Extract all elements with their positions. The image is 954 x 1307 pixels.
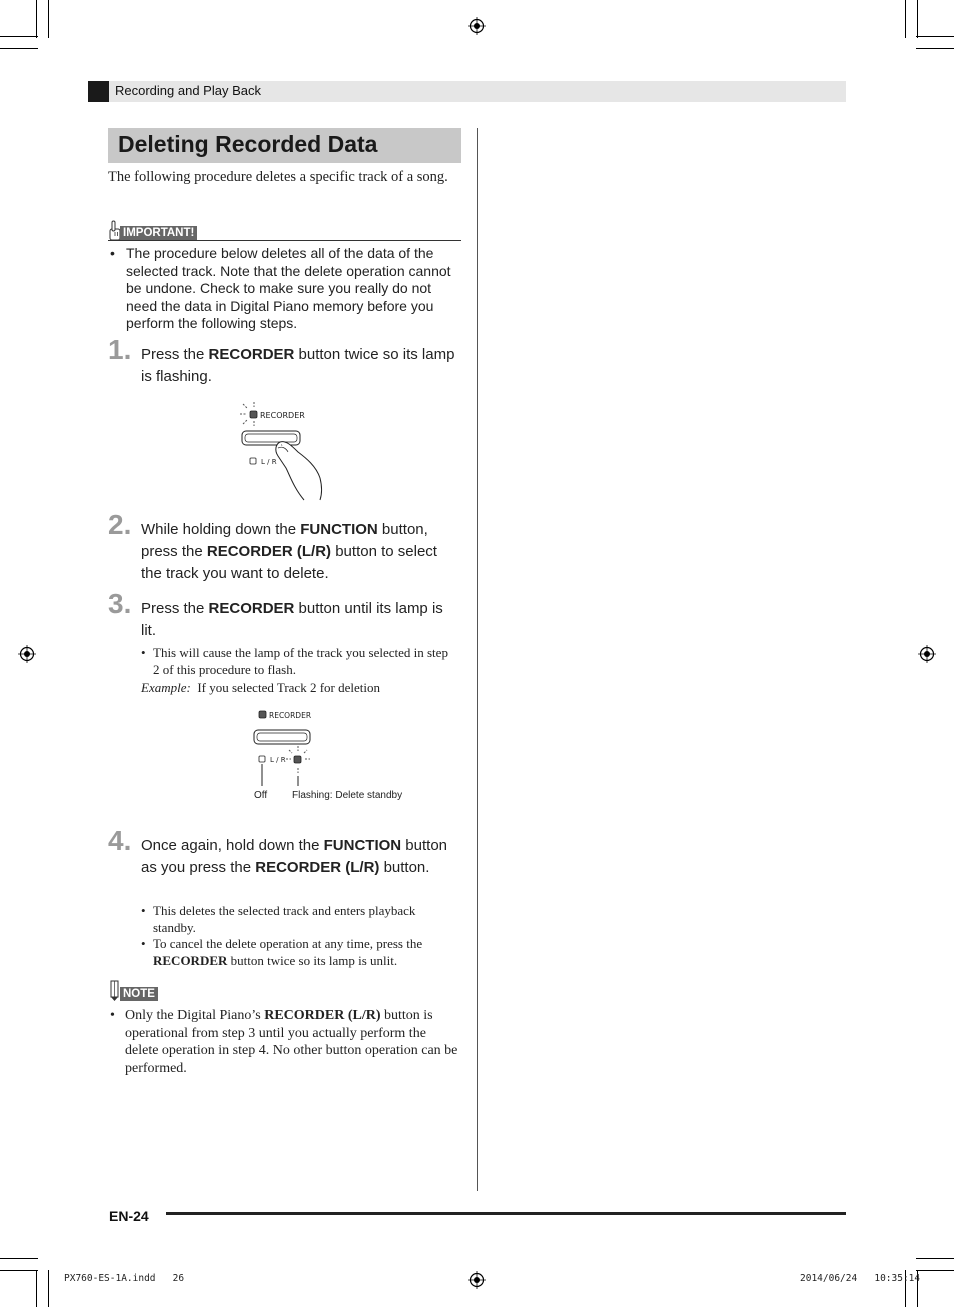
- bullet-dot: •: [141, 903, 146, 918]
- step-1-text-bold: RECORDER: [208, 346, 295, 363]
- bullet-dot: •: [141, 936, 146, 951]
- step-4-text-b2: RECORDER (L/R): [255, 859, 380, 876]
- finger-icon: [276, 442, 322, 500]
- step-3-bullet-text: This will cause the lamp of the track you selected in step 2 of this procedure to flash.: [153, 645, 448, 677]
- recorder-button-icon: [242, 431, 300, 445]
- note-text: [125, 1007, 462, 1077]
- slug-date-info: 2014/06/24 10:35:14: [800, 1273, 921, 1284]
- off-label: Off: [254, 790, 268, 801]
- bullet-2-pre: To cancel the delete operation at any time, press the: [153, 936, 423, 951]
- footer-rule: [166, 1212, 846, 1215]
- bullet-dot: •: [141, 645, 146, 660]
- step-2-text-c: button, press the: [141, 521, 428, 560]
- crop-mark: [905, 0, 906, 38]
- note-badge: NOTE: [120, 987, 158, 1001]
- step-4-bullet-2-text: [153, 936, 453, 969]
- important-rule: [108, 240, 461, 241]
- lr-label: L / R: [261, 458, 277, 466]
- step-2-text-d: button to select the track you want to delete.: [141, 543, 437, 582]
- step-4-text-b1: FUNCTION: [323, 837, 402, 854]
- section-header-block: [88, 81, 109, 102]
- intro-paragraph: The following procedure deletes a specific track of a song.: [108, 169, 448, 185]
- crop-mark: [48, 0, 49, 38]
- crop-mark: [0, 1258, 38, 1259]
- bullet-2-post: button twice so its lamp is unlit.: [227, 952, 398, 968]
- track-lamp-figure: [248, 706, 348, 786]
- note-pre: Only the Digital Piano’s: [125, 1008, 265, 1023]
- recorder-button-press-figure: [234, 398, 330, 502]
- bullet-2-bold: RECORDER: [153, 952, 228, 968]
- step-2-text-b1: FUNCTION: [300, 521, 378, 538]
- recorder-label: RECORDER: [260, 411, 305, 420]
- step-3-text-bold: RECORDER: [208, 600, 295, 617]
- crop-mark: [916, 1270, 954, 1271]
- step-2-text-b2: RECORDER (L/R): [206, 543, 332, 560]
- step-3-example: [141, 680, 461, 697]
- step-2-text: [141, 519, 461, 585]
- step-4-number: 4.: [108, 825, 132, 856]
- page-title: Deleting Recorded Data: [118, 131, 378, 157]
- registration-mark-icon: [468, 17, 486, 35]
- recorder-lamp-icon: [259, 711, 266, 718]
- example-label: Example:: [141, 680, 191, 695]
- step-1-text-pre: Press the: [141, 346, 209, 363]
- crop-mark: [0, 36, 38, 37]
- step-2-text-a: While holding down the: [141, 521, 301, 538]
- crop-mark: [48, 1270, 49, 1307]
- step-4-text: [141, 835, 461, 879]
- step-4-bullet-1-text: This deletes the selected track and enters playback standby.: [153, 903, 416, 935]
- crop-mark: [916, 48, 954, 49]
- page-number: EN-24: [109, 1208, 149, 1224]
- registration-mark-icon: [918, 645, 936, 663]
- note-bold: RECORDER (L/R): [264, 1008, 381, 1023]
- note-post: button is operational from step 3 until you actually perform the delete operation in step 4. No other button operation can be performed.: [125, 1008, 458, 1076]
- step-1-text: [141, 344, 461, 388]
- registration-mark-icon: [18, 645, 36, 663]
- crop-mark: [916, 36, 954, 37]
- step-3-text-pre: Press the: [141, 600, 209, 617]
- step-1-number: 1.: [108, 334, 132, 365]
- registration-mark-icon: [468, 1271, 486, 1289]
- crop-mark: [36, 1270, 37, 1307]
- important-badge: IMPORTANT!: [120, 226, 197, 240]
- step-3-text: [141, 598, 461, 642]
- section-header-title: Recording and Play Back: [115, 83, 261, 98]
- step-4-text-c: button as you press the: [141, 837, 448, 876]
- lr-label: L / R: [270, 756, 286, 764]
- track1-lamp-icon: [259, 756, 265, 762]
- recorder-lamp-icon: [250, 411, 257, 418]
- crop-mark: [917, 0, 918, 38]
- lr-lamp-icon: [250, 458, 256, 464]
- step-3-number: 3.: [108, 588, 132, 619]
- flashing-label: Flashing: Delete standby: [292, 790, 403, 801]
- bullet-dot: •: [110, 245, 115, 261]
- recorder-label: RECORDER: [269, 711, 312, 720]
- track2-lamp-icon: [294, 756, 301, 763]
- step-1-text-post: button twice so its lamp is flashing.: [141, 346, 455, 385]
- crop-mark: [916, 1258, 954, 1259]
- slug-file-info: PX760-ES-1A.indd 26: [64, 1273, 185, 1284]
- crop-mark: [36, 0, 37, 38]
- bullet-dot: •: [110, 1008, 115, 1023]
- step-2-number: 2.: [108, 509, 132, 540]
- step-4-text-d: button.: [379, 859, 430, 876]
- recorder-button-icon: [254, 730, 310, 744]
- crop-mark: [0, 1270, 38, 1271]
- column-divider: [477, 128, 478, 1191]
- example-text: If you selected Track 2 for deletion: [197, 680, 380, 695]
- crop-mark: [0, 48, 38, 49]
- step-3-text-post: button until its lamp is lit.: [141, 600, 443, 639]
- important-bullet-text: The procedure below deletes all of the data of the selected track. Note that the delete operation cannot be undone. Check to make sure you really do not need the data in Digital Piano memory before you perform the following steps.: [126, 245, 451, 331]
- step-4-text-a: Once again, hold down the: [141, 837, 324, 854]
